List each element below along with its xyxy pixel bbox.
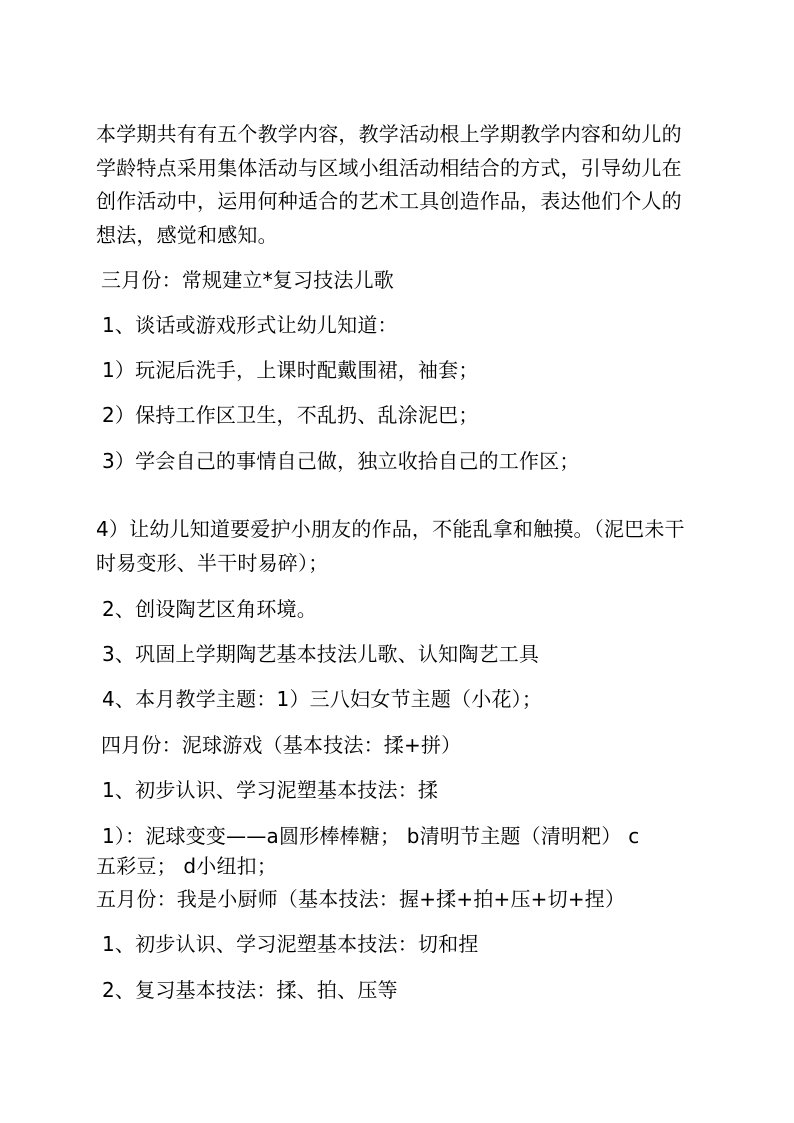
may-heading: 五月份：我是小厨师（基本技法：握+揉+拍+压+切+捏） [96, 887, 626, 911]
intro-line-2: 学龄特点采用集体活动与区域小组活动相结合的方式，引导幼儿在 [96, 156, 682, 180]
march-item-1-sub-2: 2）保持工作区卫生，不乱扔、乱涂泥巴； [102, 403, 479, 427]
may-item-2: 2、复习基本技法：揉、拍、压等 [102, 978, 398, 1002]
intro-line-4: 想法，感觉和感知。 [96, 223, 278, 247]
march-heading: 三月份：常规建立*复习技法儿歌 [101, 268, 394, 292]
march-item-3: 3、巩固上学期陶艺基本技法儿歌、认知陶艺工具 [102, 642, 540, 666]
april-item-1-sub-1-line-2: 五彩豆； d小纽扣； [96, 854, 278, 878]
intro-line-1: 本学期共有有五个教学内容，教学活动根上学期教学内容和幼儿的 [96, 122, 682, 146]
april-item-1: 1、初步认识、学习泥塑基本技法：揉 [102, 778, 439, 802]
march-item-1-sub-1: 1）玩泥后洗手，上课时配戴围裙，袖套； [102, 358, 479, 382]
march-item-1-sub-4-line-1: 4）让幼儿知道要爱护小朋友的作品，不能乱拿和触摸。（泥巴未干 [96, 517, 685, 541]
intro-line-3: 创作活动中，运用何种适合的艺术工具创造作品，表达他们个人的 [96, 189, 682, 213]
march-item-2: 2、创设陶艺区角环境。 [102, 597, 317, 621]
march-item-4: 4、本月教学主题：1）三八妇女节主题（小花）； [102, 687, 543, 711]
march-item-1: 1、谈话或游戏形式让幼儿知道： [102, 313, 398, 337]
april-heading: 四月份：泥球游戏（基本技法：揉+拼） [101, 733, 462, 757]
may-item-1: 1、初步认识、学习泥塑基本技法：切和捏 [102, 932, 479, 956]
april-item-1-sub-1-line-1: 1）：泥球变变——a圆形棒棒糖； b清明节主题（清明粑） c [102, 824, 640, 848]
march-item-1-sub-3: 3）学会自己的事情自己做，独立收拾自己的工作区； [102, 449, 580, 473]
march-item-1-sub-4-line-2: 时易变形、半干时易碎）； [96, 551, 329, 575]
